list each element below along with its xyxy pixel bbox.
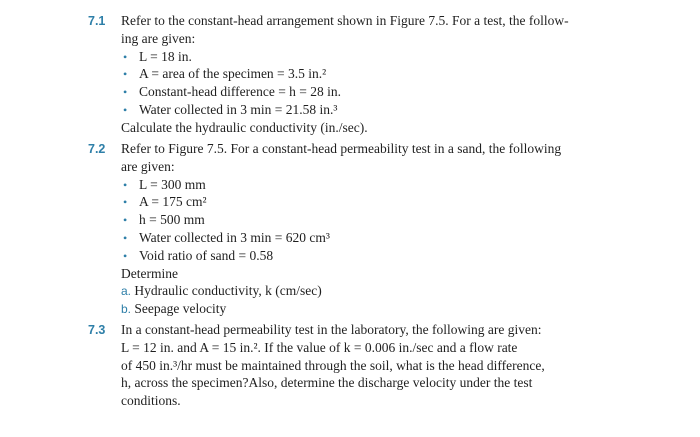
subpart-a xyxy=(121,282,641,300)
subpart-letter: b. xyxy=(121,302,132,317)
problem-text-line: L = 12 in. and A = 15 in.². If the value of k = 0.006 in./sec and a flow rate xyxy=(121,339,518,355)
given-item-text: Water collected in 3 min = 620 cm³ xyxy=(139,229,330,245)
given-item-text: Void ratio of sand = 0.58 xyxy=(139,247,274,263)
problem-number: 7.2 xyxy=(88,142,106,156)
problem-body xyxy=(121,321,641,410)
bullet-icon: • xyxy=(123,102,128,117)
bullet-icon: • xyxy=(123,85,128,100)
given-item-text: Water collected in 3 min = 21.58 in.³ xyxy=(139,101,338,117)
problem-text-line: In a constant-head permeability test in the laboratory, the following are given: xyxy=(121,322,542,337)
given-item xyxy=(121,83,641,101)
given-item xyxy=(121,176,641,194)
problem-text-line: Refer to the constant-head arrangement shown in Figure 7.5. For a test, the follow- xyxy=(121,13,569,28)
problem-text-line: h, across the specimen?Also, determine the discharge velocity under the test xyxy=(121,375,533,391)
given-item xyxy=(121,247,641,265)
bullet-icon: • xyxy=(123,195,128,210)
problem-text-line: of 450 in.³/hr must be maintained through the soil, what is the head difference, xyxy=(121,357,545,373)
problem-text-line: Refer to Figure 7.5. For a constant-head permeability test in a sand, the following xyxy=(121,141,562,156)
given-item xyxy=(121,211,641,229)
problem-text-line: are given: xyxy=(121,158,175,174)
problem-text-line: ing are given: xyxy=(121,30,196,46)
problem-closing: Calculate the hydraulic conductivity (in./sec). xyxy=(121,119,368,135)
problem-body xyxy=(121,12,641,137)
given-item-text: Constant-head difference = h = 28 in. xyxy=(139,84,342,100)
given-item xyxy=(121,48,641,66)
bullet-icon: • xyxy=(123,248,128,263)
bullet-icon: • xyxy=(123,230,128,245)
problem-closing: Determine xyxy=(121,265,178,281)
given-item xyxy=(121,101,641,119)
given-item-text: L = 18 in. xyxy=(139,48,192,64)
bullet-icon: • xyxy=(123,213,128,228)
subpart-text: Seepage velocity xyxy=(134,301,227,317)
given-item xyxy=(121,193,641,211)
given-item-text: h = 500 mm xyxy=(139,212,205,228)
given-item-text: L = 300 mm xyxy=(139,176,206,192)
subpart-letter: a. xyxy=(121,284,132,299)
subpart-text: Hydraulic conductivity, k (cm/sec) xyxy=(134,283,322,299)
subpart-b xyxy=(121,300,641,318)
given-item xyxy=(121,65,641,83)
given-item-text: A = area of the specimen = 3.5 in.² xyxy=(139,66,327,82)
problem-body xyxy=(121,140,641,318)
given-item xyxy=(121,229,641,247)
problem-number: 7.1 xyxy=(88,14,106,28)
bullet-icon: • xyxy=(123,177,128,192)
problem-number: 7.3 xyxy=(88,323,106,337)
given-item-text: A = 175 cm² xyxy=(139,194,207,210)
bullet-icon: • xyxy=(123,67,128,82)
bullet-icon: • xyxy=(123,49,128,64)
problem-text-line: conditions. xyxy=(121,393,181,409)
